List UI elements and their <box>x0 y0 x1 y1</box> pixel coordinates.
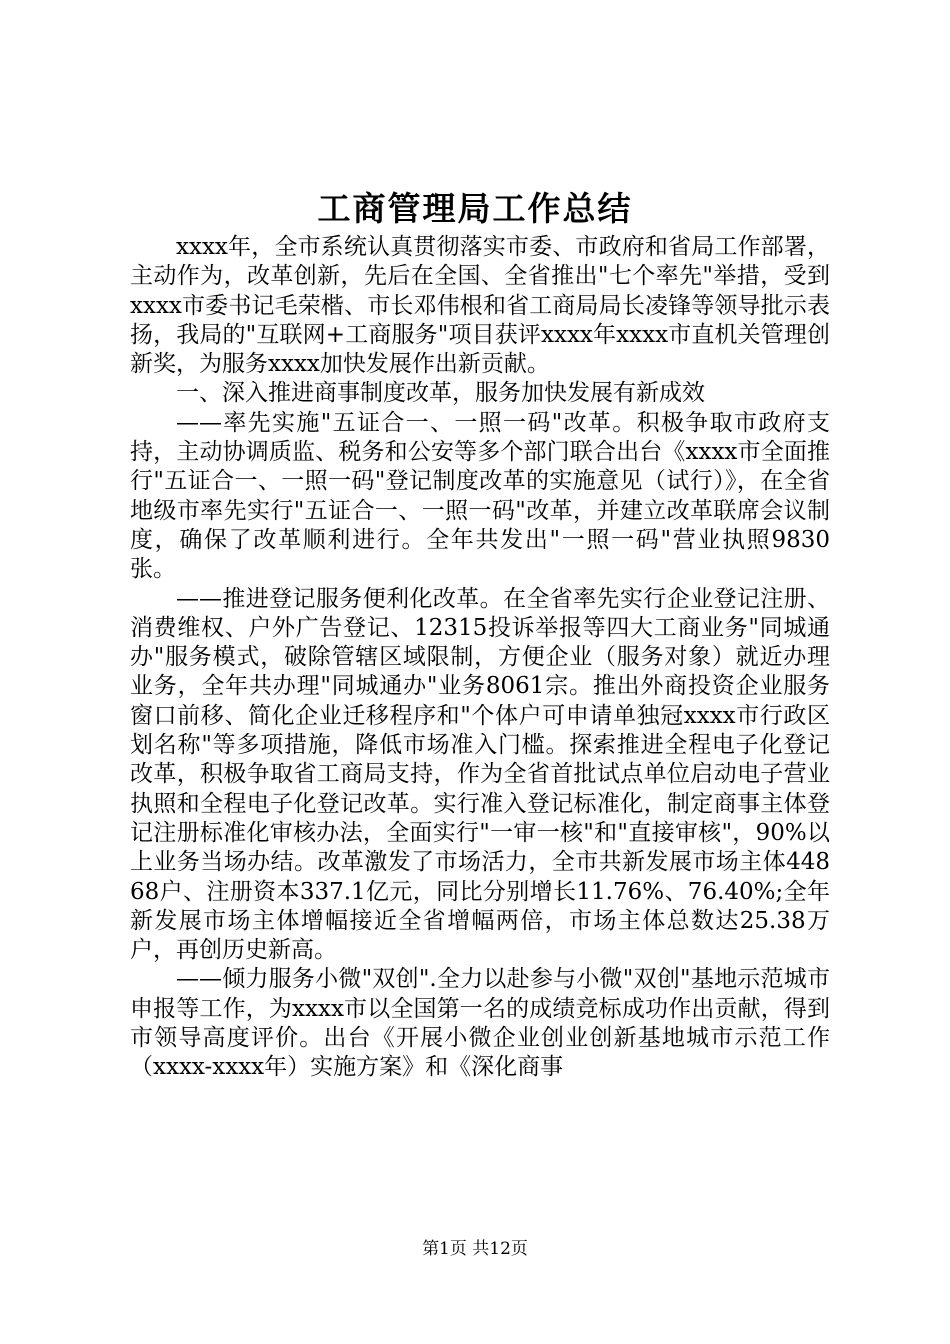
section-heading-1: 一、深入推进商事制度改革，服务加快发展有新成效 <box>176 380 705 407</box>
page-footer: 第1页 共12页 <box>422 1239 528 1259</box>
paragraph-small-business: ——倾力服务小微"双创".全力以赴参与小微"双创"基地示范城市申报等工作，为xxxx市以全国第一名的成绩竞标成功作出贡献，得到市领导高度评价。出台《开展小微企业创业创新基地城市示范工作（xxxx-xxxx年）实施方案》和《深化商事 <box>130 966 830 1081</box>
document-body <box>130 233 830 1083</box>
paragraph-registration-reform: ——推进登记服务便利化改革。在全省率先实行企业登记注册、消费维权、户外广告登记、12315投诉举报等四大工商业务"同城通办"服务模式，破除管辖区域限制，方便企业（服务对象）就近办理业务，全年共办理"同城通办"业务8061宗。推出外商投资企业服务窗口前移、简化企业迁移程序和"个体户可申请单独冠xxxx市行政区划名称"等多项措施，降低市场准入门槛。探索推进全程电子化登记改革，积极争取省工商局支持，作为全省首批试点单位启动电子营业执照和全程电子化登记改革。实行准入登记标准化，制定商事主体登记注册标准化审核办法，全面实行"一审一核"和"直接审核"，90%以上业务当场办结。改革激发了市场活力，全市共新发展市场主体44868户、注册资本337.1亿元，同比分别增长11.76%、76.40%;全年新发展市场主体增幅接近全省增幅两倍，市场主体总数达25.38万户，再创历史新高。 <box>130 585 831 964</box>
paragraph-five-certificates: ——率先实施"五证合一、一照一码"改革。积极争取市政府支持，主动协调质监、税务和公安等多个部门联合出台《xxxx市全面推行"五证合一、一照一码"登记制度改革的实施意见（试行）》，在全省地级市率先实行"五证合一、一照一码"改革，并建立改革联席会议制度，确保了改革顺利进行。全年共发出"一照一码"营业执照9830张。 <box>130 409 830 583</box>
document-title: 工商管理局工作总结 <box>317 189 633 228</box>
paragraph-intro: xxxx年，全市系统认真贯彻落实市委、市政府和省局工作部署，主动作为，改革创新，先后在全国、全省推出"七个率先"举措，受到xxxx市委书记毛荣楷、市长邓伟根和省工商局局长凌锋等领导批示表扬，我局的"互联网+工商服务"项目获评xxxx年xxxx市直机关管理创新奖，为服务xxxx加快发展作出新贡献。 <box>130 234 830 378</box>
